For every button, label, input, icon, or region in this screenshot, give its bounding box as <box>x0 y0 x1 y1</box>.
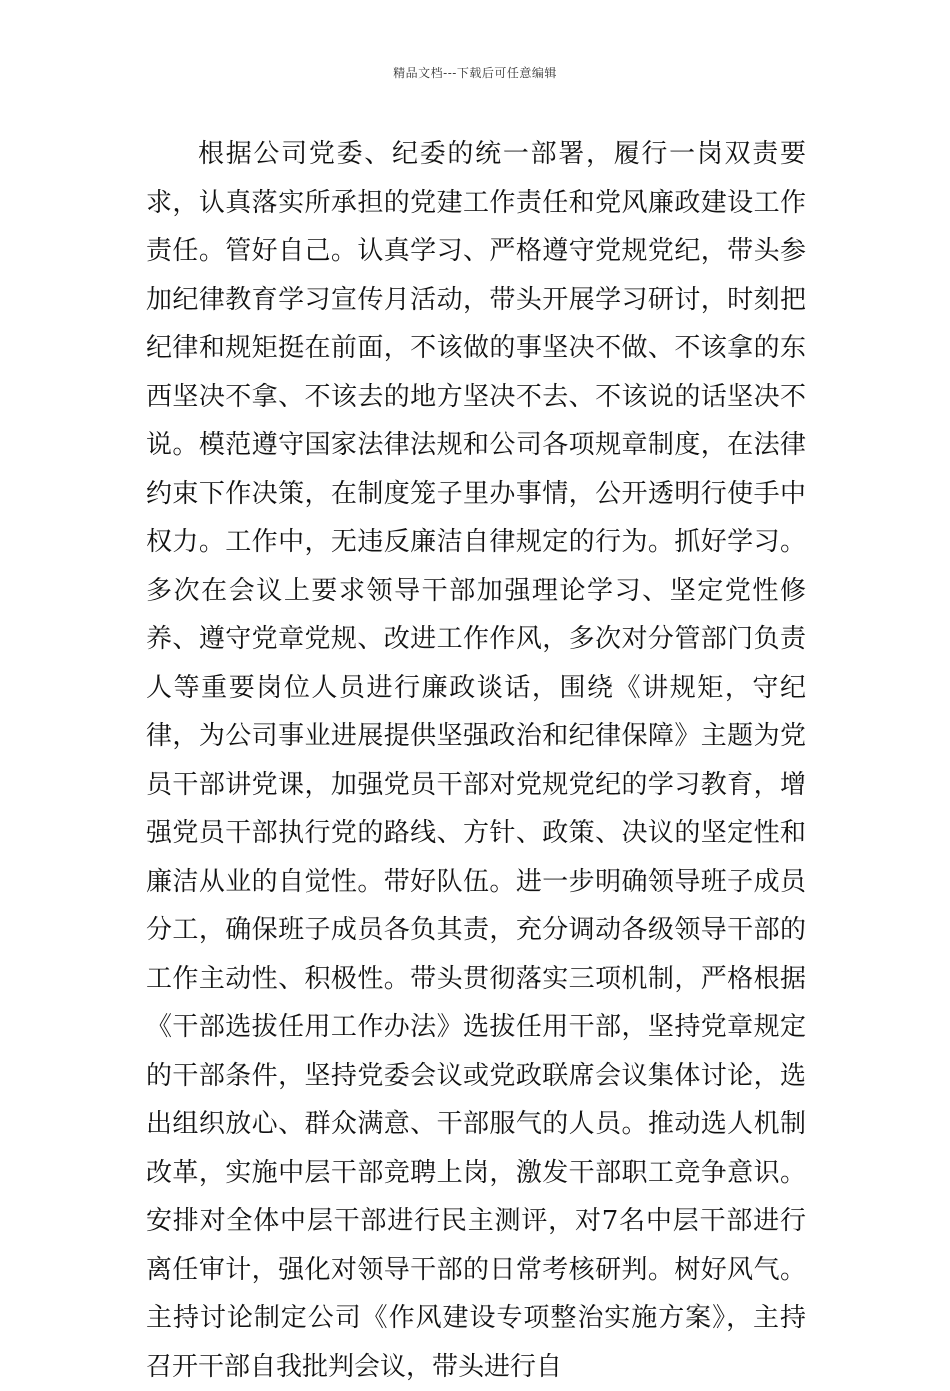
page-header: 精品文档---下载后可任意编辑 <box>393 66 557 80</box>
body-paragraph: 根据公司党委、纪委的统一部署，履行一岗双责要求，认真落实所承担的党建工作责任和党风廉政建设工作责任。管好自己。认真学习、严格遵守党规党纪，带头参加纪律教育学习宣传月活动，带头开展学习研讨，时刻把纪律和规矩挺在前面，不该做的事坚决不做、不该拿的东西坚决不拿、不该去的地方坚决不去、不该说的话坚决不说。模范遵守国家法律法规和公司各项规章制度，在法律约束下作决策，在制度笼子里办事情，公开透明行使手中权力。工作中，无违反廉洁自律规定的行为。抓好学习。多次在会议上要求领导干部加强理论学习、坚定党性修养、遵守党章党规、改进工作作风，多次对分管部门负责人等重要岗位人员进行廉政谈话，围绕《讲规矩，守纪律，为公司事业进展提供坚强政治和纪律保障》主题为党员干部讲党课，加强党员干部对党规党纪的学习教育，增强党员干部执行党的路线、方针、政策、决议的坚定性和廉洁从业的自觉性。带好队伍。进一步明确领导班子成员分工，确保班子成员各负其责，充分调动各级领导干部的工作主动性、积极性。带头贯彻落实三项机制，严格根据《干部选拔任用工作办法》选拔任用干部，坚持党章规定的干部条件，坚持党委会议或党政联席会议集体讨论，选出组织放心、群众满意、干部服气的人员。推动选人机制改革，实施中层干部竞聘上岗，激发干部职工竞争意识。安排对全体中层干部进行民主测评，对7名中层干部进行离任审计，强化对领导干部的日常考核研判。树好风气。主持讨论制定公司《作风建设专项整治实施方案》，主持召开干部自我批判会议，带头进行自 <box>146 139 806 1382</box>
